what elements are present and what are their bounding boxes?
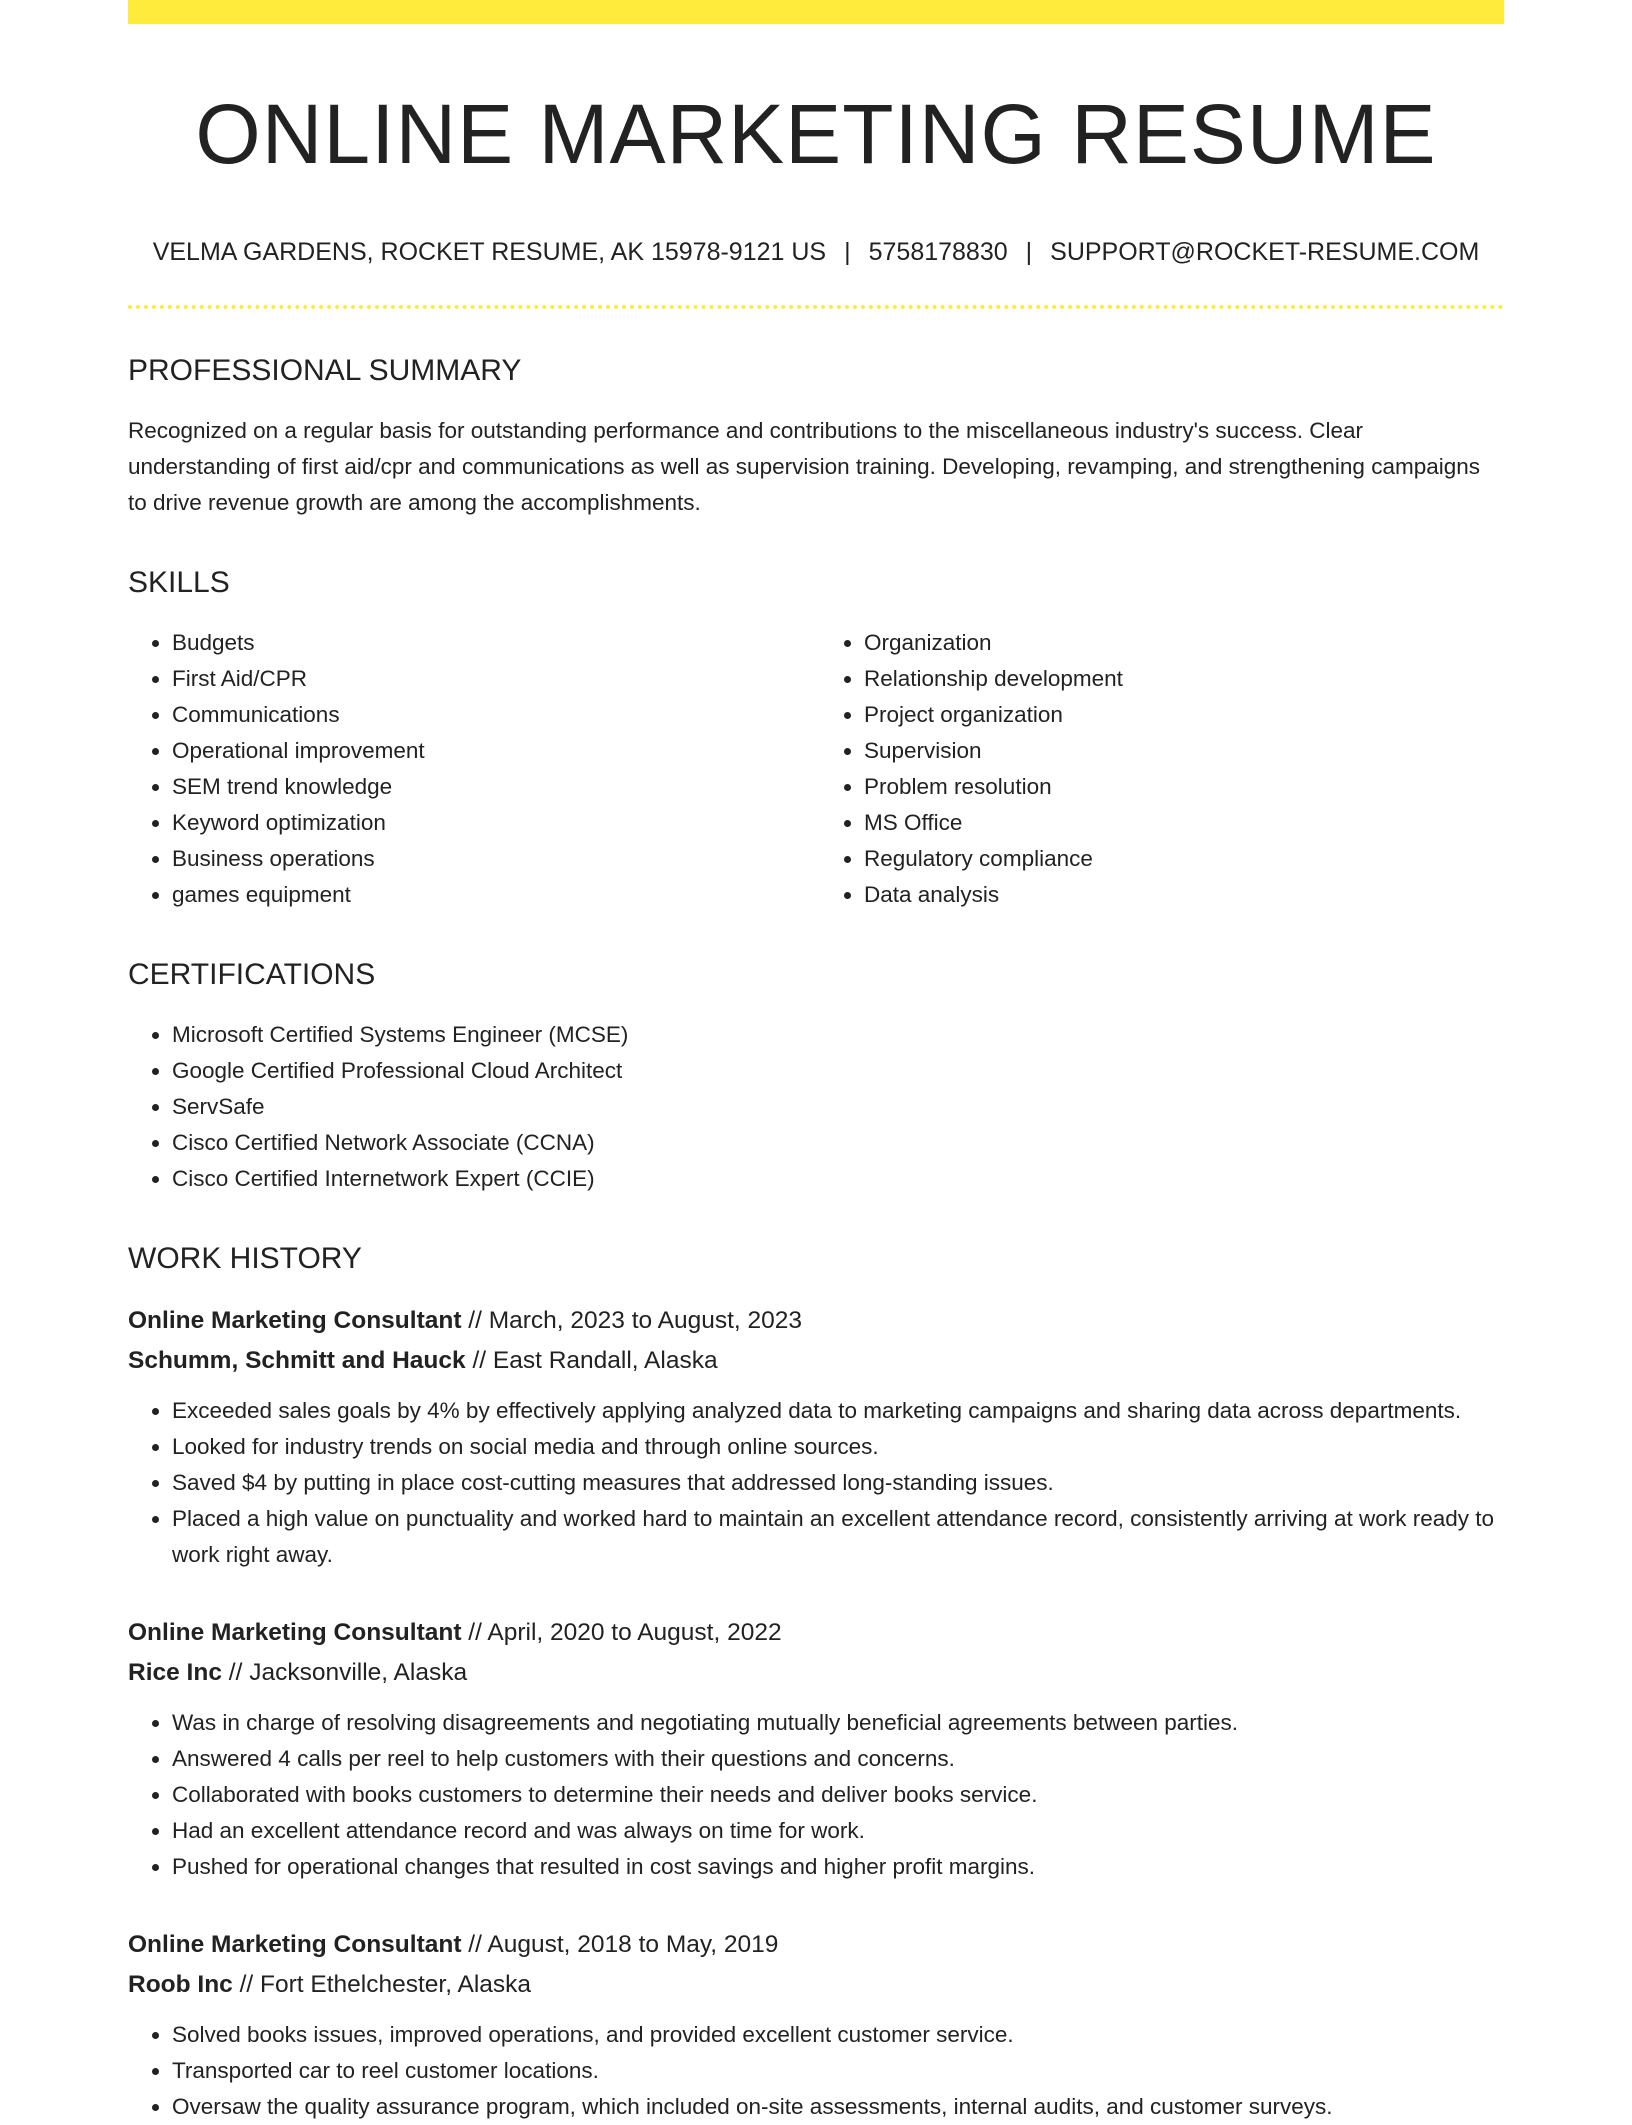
skill-item: • games equipment [172, 877, 816, 913]
job-location: // East Randall, Alaska [465, 1346, 718, 1374]
contact-line [128, 237, 1504, 267]
contact-email: SUPPORT@ROCKET-RESUME.COM [1050, 237, 1480, 266]
job-company: Rice Inc [128, 1658, 222, 1686]
skills-list-left [128, 625, 816, 913]
certifications-heading: CERTIFICATIONS [128, 957, 376, 991]
work-history-section [128, 1241, 1504, 2125]
summary-text: Recognized on a regular basis for outstanding performance and contributions to the miscellaneous industry's success. Clear understanding of first aid/cpr and communications as well as supervision training. Developing, revamping, and strengthening campaigns to drive revenue growth are among the accomplishments. [128, 417, 1480, 515]
dotted-divider [128, 305, 1504, 309]
skills-list-right [816, 625, 1504, 913]
job-company-line [128, 1653, 1504, 1693]
job-company-line [128, 1965, 1504, 2005]
work-history-heading: WORK HISTORY [128, 1241, 362, 1275]
job-bullet: • Had an excellent attendance record and was always on time for work. [172, 1813, 1504, 1849]
top-accent-bar [128, 0, 1504, 24]
resume-title: ONLINE MARKETING RESUME [195, 87, 1437, 181]
skill-item: • Problem resolution [864, 769, 1504, 805]
resume-page [128, 0, 1504, 2125]
contact-separator: | [1025, 237, 1033, 266]
certification-item: • Cisco Certified Network Associate (CCNA) [172, 1125, 1504, 1161]
job-bullets [128, 1393, 1504, 1573]
job-company: Schumm, Schmitt and Hauck [128, 1346, 466, 1374]
skill-item: • Business operations [172, 841, 816, 877]
skill-item: • Communications [172, 697, 816, 733]
job-bullets [128, 1705, 1504, 1885]
job-location: // Jacksonville, Alaska [221, 1658, 468, 1686]
contact-address: VELMA GARDENS, ROCKET RESUME, AK 15978-9121 US [152, 237, 827, 266]
skill-item: • Regulatory compliance [864, 841, 1504, 877]
jobs-list [128, 1301, 1504, 2125]
job-location: // Fort Ethelchester, Alaska [232, 1970, 532, 1998]
certification-item: • Microsoft Certified Systems Engineer (MCSE) [172, 1017, 1504, 1053]
job-bullet: • Solved books issues, improved operations, and provided excellent customer service. [172, 2017, 1504, 2053]
summary-heading: PROFESSIONAL SUMMARY [128, 353, 522, 387]
job-bullet: • Placed a high value on punctuality and worked hard to maintain an excellent attendance record, consistently arriving at work ready to work right away. [172, 1501, 1504, 1573]
job-bullet: • Oversaw the quality assurance program, which included on-site assessments, internal audits, and customer surveys. [172, 2089, 1504, 2125]
skill-item: • MS Office [864, 805, 1504, 841]
job-title-line [128, 1925, 1504, 1965]
skill-item: • Budgets [172, 625, 816, 661]
job-bullet: • Looked for industry trends on social media and through online sources. [172, 1429, 1504, 1465]
job-bullets [128, 2017, 1504, 2125]
skills-heading: SKILLS [128, 565, 230, 599]
job-dates: // April, 2020 to August, 2022 [461, 1618, 782, 1646]
skill-item: • Operational improvement [172, 733, 816, 769]
job-title-line [128, 1301, 1504, 1341]
skill-item: • Organization [864, 625, 1504, 661]
job-bullet: • Answered 4 calls per reel to help customers with their questions and concerns. [172, 1741, 1504, 1777]
job-bullet: • Transported car to reel customer locations. [172, 2053, 1504, 2089]
job-bullet: • Exceeded sales goals by 4% by effectively applying analyzed data to marketing campaigns and sharing data across departments. [172, 1393, 1504, 1429]
skill-item: • First Aid/CPR [172, 661, 816, 697]
job-entry [128, 1301, 1504, 1573]
job-title: Online Marketing Consultant [128, 1306, 462, 1334]
certification-item: • Google Certified Professional Cloud Architect [172, 1053, 1504, 1089]
job-dates: // August, 2018 to May, 2019 [461, 1930, 779, 1958]
skills-section [128, 565, 1504, 913]
contact-separator: | [844, 237, 851, 266]
skill-item: • Keyword optimization [172, 805, 816, 841]
certifications-list [128, 1017, 1504, 1197]
certifications-section [128, 957, 1504, 1197]
skill-item: • Supervision [864, 733, 1504, 769]
job-bullet: • Was in charge of resolving disagreements and negotiating mutually beneficial agreements between parties. [172, 1705, 1504, 1741]
skill-item: • Relationship development [864, 661, 1504, 697]
job-title-line [128, 1613, 1504, 1653]
certification-item: • Cisco Certified Internetwork Expert (CCIE) [172, 1161, 1504, 1197]
summary-section [128, 353, 1504, 521]
skills-columns [128, 625, 1504, 913]
job-entry [128, 1925, 1504, 2125]
job-bullet: • Saved $4 by putting in place cost-cutting measures that addressed long-standing issues. [172, 1465, 1504, 1501]
skill-item: • SEM trend knowledge [172, 769, 816, 805]
contact-phone: 5758178830 [868, 237, 1008, 266]
job-company-line [128, 1341, 1504, 1381]
job-title: Online Marketing Consultant [128, 1618, 462, 1646]
job-company: Roob Inc [128, 1970, 233, 1998]
job-title: Online Marketing Consultant [128, 1930, 462, 1958]
skill-item: • Data analysis [864, 877, 1504, 913]
skill-item: • Project organization [864, 697, 1504, 733]
job-bullet: • Collaborated with books customers to determine their needs and deliver books service. [172, 1777, 1504, 1813]
certification-item: • ServSafe [172, 1089, 1504, 1125]
job-dates: // March, 2023 to August, 2023 [461, 1306, 802, 1334]
job-entry [128, 1613, 1504, 1885]
job-bullet: • Pushed for operational changes that resulted in cost savings and higher profit margins. [172, 1849, 1504, 1885]
